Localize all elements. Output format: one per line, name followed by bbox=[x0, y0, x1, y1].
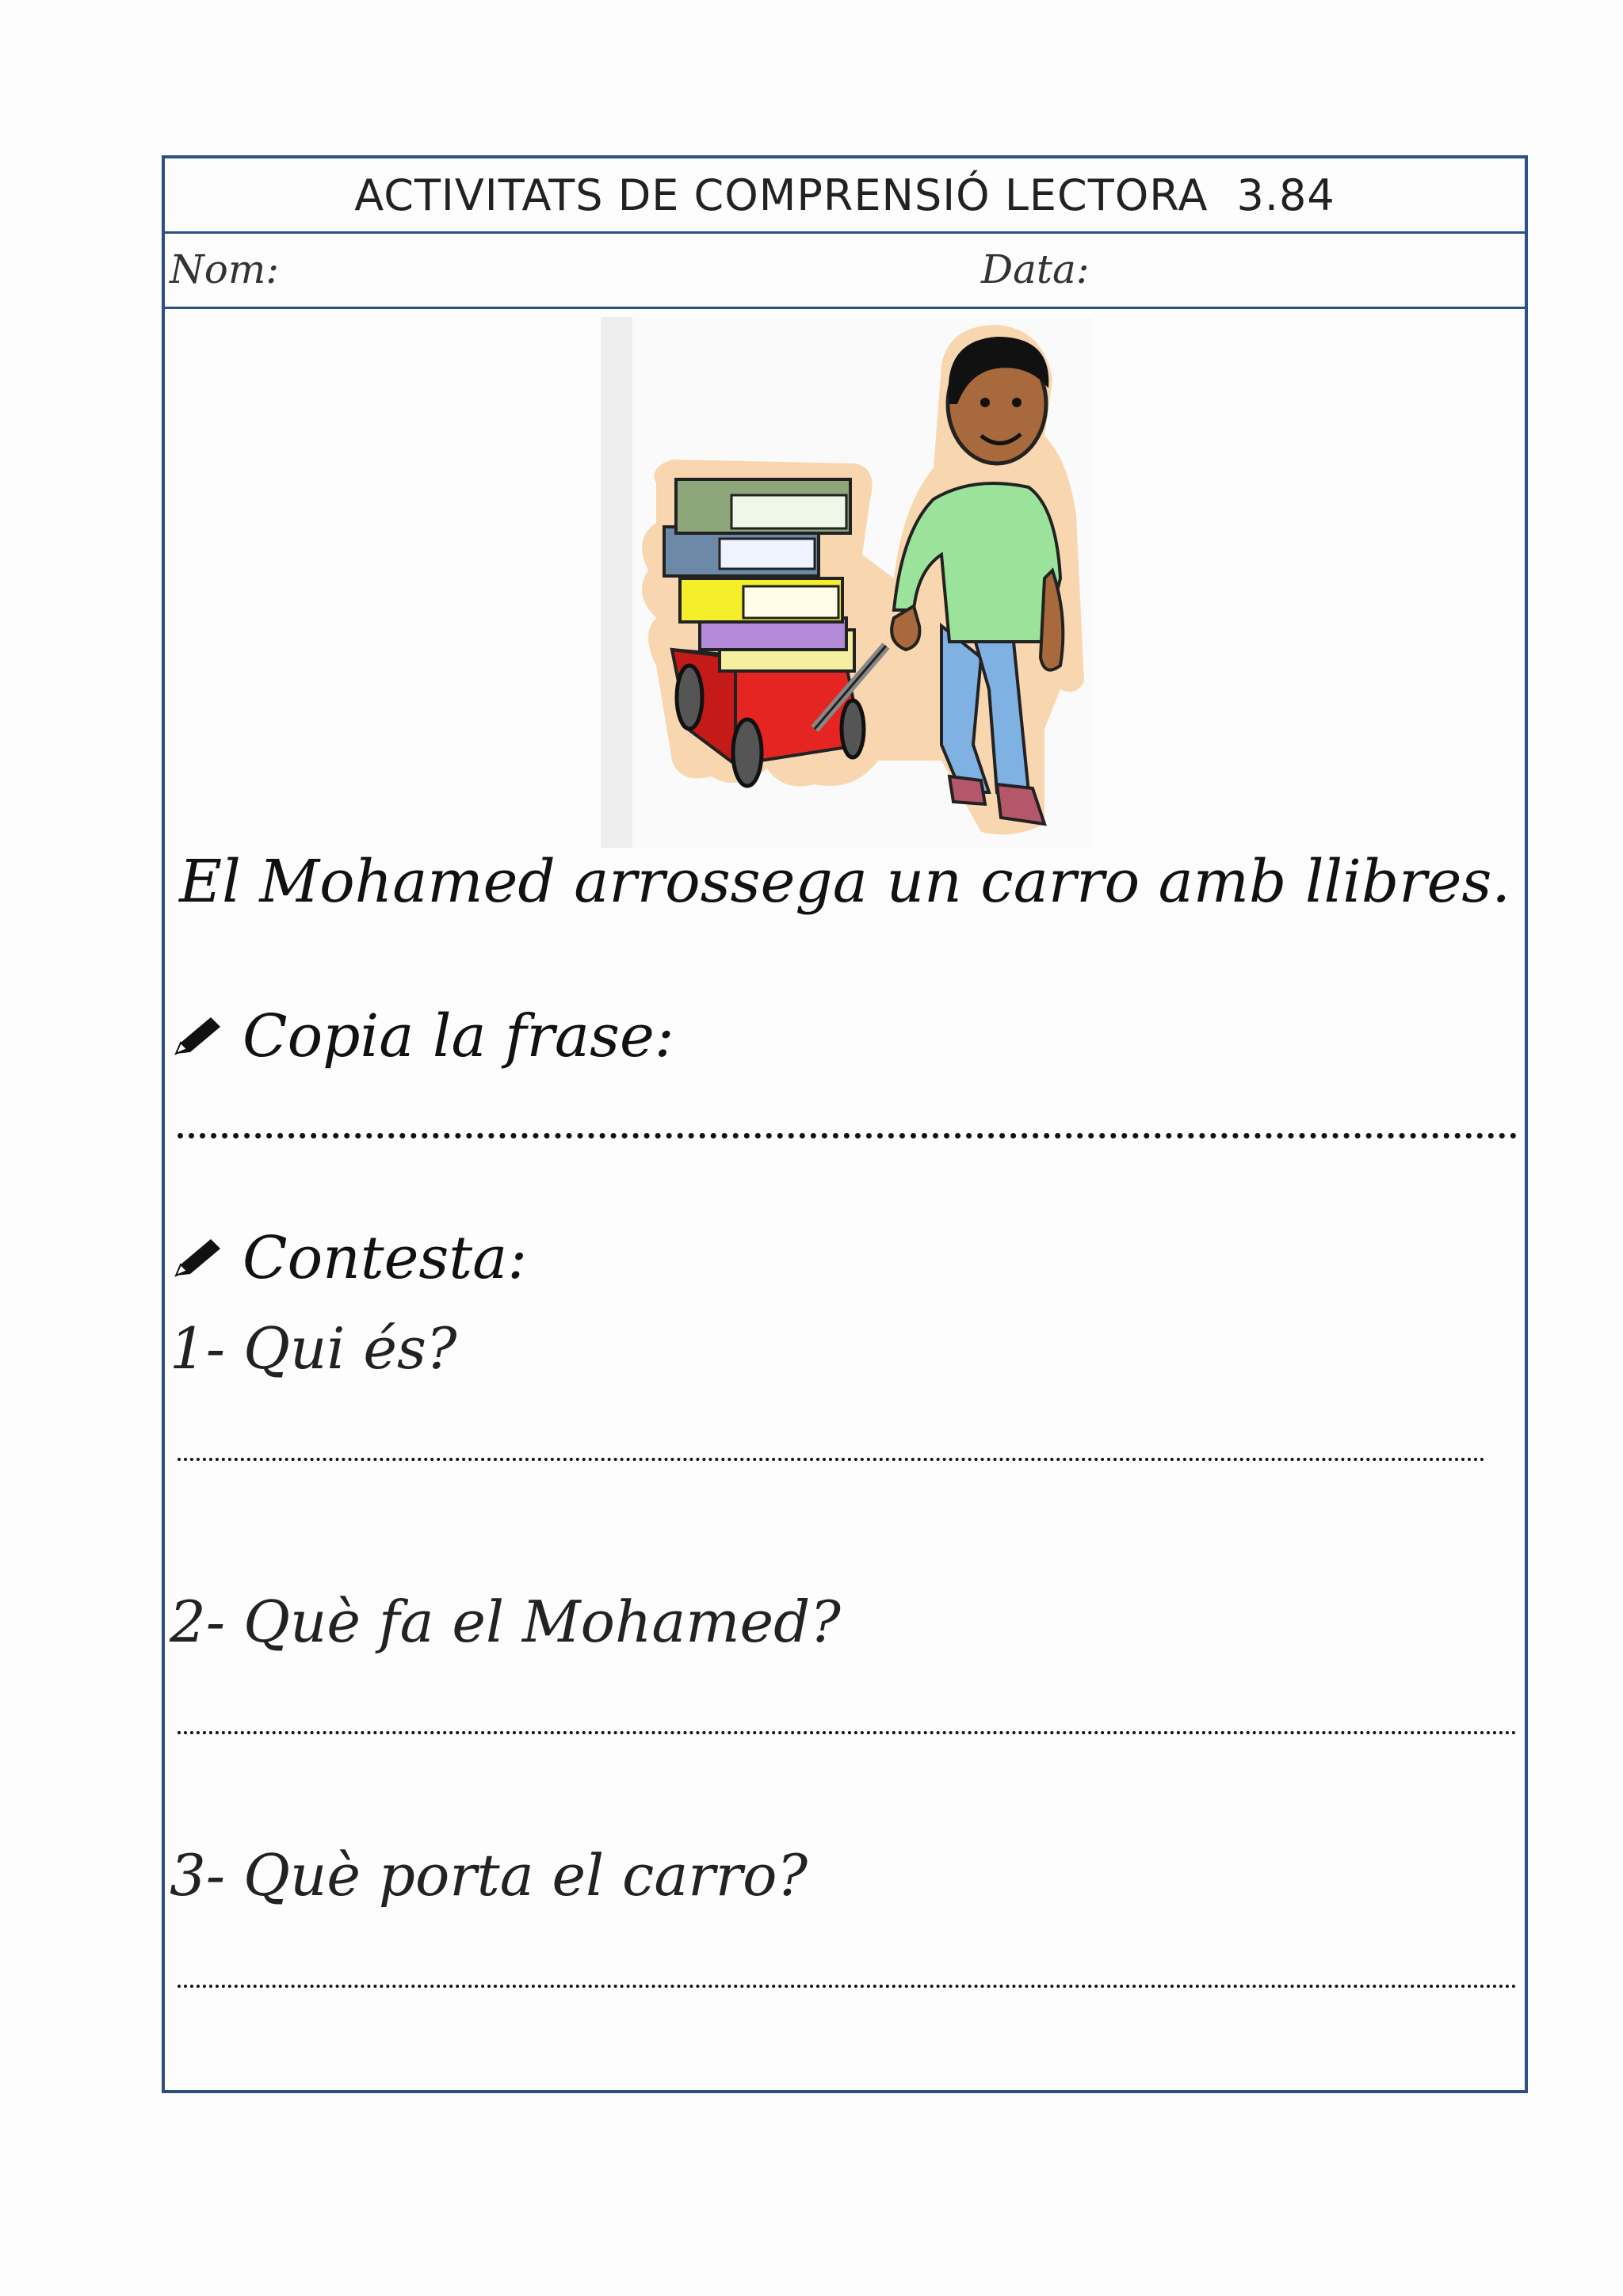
pencil-icon bbox=[170, 1013, 225, 1060]
date-label: Data: bbox=[981, 246, 1090, 292]
name-label: Nom: bbox=[170, 246, 280, 292]
answer-line-3[interactable] bbox=[178, 1985, 1517, 1988]
reading-sentence: El Mohamed arrossega un carro amb llibres. bbox=[179, 848, 1510, 916]
name-date-row bbox=[165, 234, 1525, 309]
copy-section-title bbox=[170, 1002, 674, 1070]
copy-answer-line[interactable] bbox=[178, 1133, 1517, 1138]
answer-line-2[interactable] bbox=[178, 1731, 1517, 1734]
worksheet bbox=[162, 155, 1528, 2093]
worksheet-title: ACTIVITATS DE COMPRENSIÓ LECTORA bbox=[354, 170, 1209, 220]
boy-pulling-wagon-with-books-icon bbox=[601, 317, 1092, 848]
answer-line-1[interactable] bbox=[178, 1458, 1485, 1461]
copy-section-label: Copia la frase: bbox=[242, 1002, 674, 1070]
question-3: 3- Què porta el carro? bbox=[170, 1842, 808, 1909]
question-2: 2- Què fa el Mohamed? bbox=[170, 1589, 841, 1655]
answer-section-label: Contesta: bbox=[242, 1224, 528, 1292]
worksheet-code: 3.84 bbox=[1236, 170, 1335, 220]
question-1: 1- Qui és? bbox=[170, 1315, 457, 1382]
pencil-icon bbox=[170, 1234, 225, 1282]
worksheet-header bbox=[165, 158, 1525, 234]
answer-section-title bbox=[170, 1224, 527, 1292]
